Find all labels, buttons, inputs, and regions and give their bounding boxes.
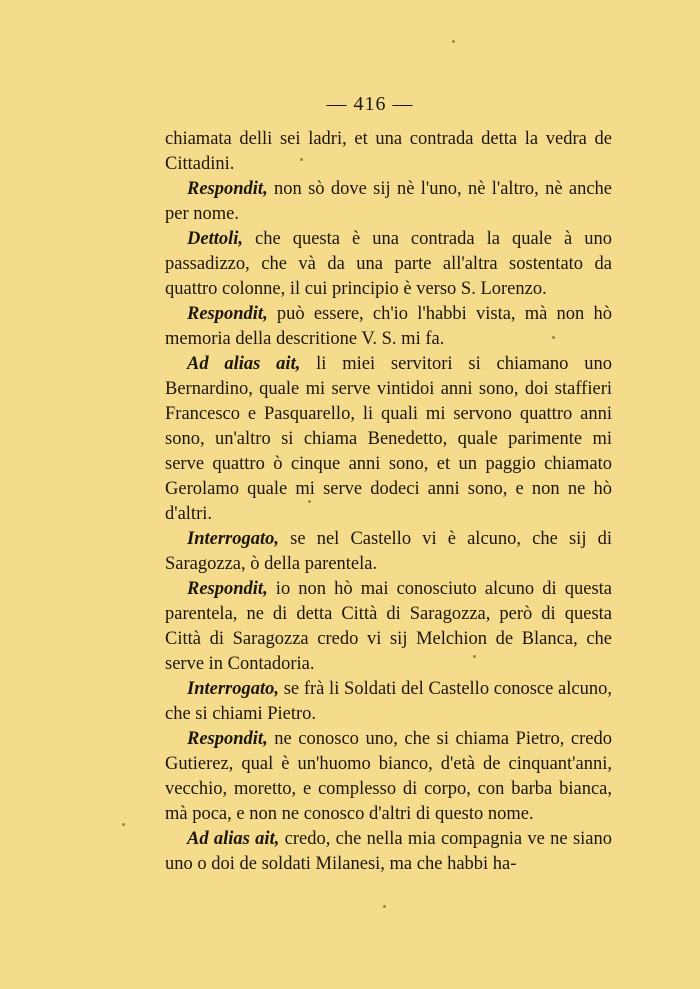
- paragraph: [165, 177, 612, 227]
- paragraph: [165, 577, 612, 677]
- paragraph: [165, 127, 612, 177]
- paper-speck: [552, 336, 555, 339]
- paper-speck: [383, 905, 386, 908]
- paragraph: [165, 827, 612, 877]
- speaker-label: Respondit,: [187, 729, 268, 749]
- speaker-label: Respondit,: [187, 179, 268, 199]
- speaker-label: Respondit,: [187, 304, 268, 324]
- paragraph: [165, 527, 612, 577]
- speaker-label: Interrogato,: [187, 679, 280, 699]
- paragraph-text: che questa è una contrada la quale à uno passadizzo, che và da una parte all'altra sostentato da quattro colonne, il cui principio è verso S. Lorenzo.: [165, 229, 612, 299]
- paragraph: [165, 727, 612, 827]
- speaker-label: Dettoli,: [187, 229, 244, 249]
- paper-speck: [473, 655, 476, 658]
- paper-speck: [300, 158, 303, 161]
- paragraph-text: non sò dove sij nè l'uno, nè l'altro, nè anche per nome.: [165, 179, 612, 224]
- paper-speck: [452, 40, 455, 43]
- speaker-label: Interrogato,: [187, 529, 280, 549]
- paper-speck: [122, 823, 125, 826]
- paragraph-text: li miei servitori si chiamano uno Bernardino, quale mi serve vintidoi anni sono, doi staffieri Francesco e Pasquarello, li quali mi servono quattro anni sono, un'altro si chiama Benedetto, quale parimente mi serve quattro ò cinque anni sono, et un paggio chiamato Gerolamo quale mi serve dodeci anni sono, e non ne hò d'altri.: [165, 354, 612, 524]
- paragraph-text: se nel Castello vi è alcuno, che sij di Saragozza, ò della parentela.: [165, 529, 612, 574]
- speaker-label: Respondit,: [187, 579, 268, 599]
- speaker-label: Ad alias ait,: [187, 829, 280, 849]
- paragraph: [165, 227, 612, 302]
- page-body: [165, 127, 612, 877]
- paragraph-text: ne conosco uno, che si chiama Pietro, credo Gutierez, qual è un'huomo bianco, d'età de cinquant'anni, vecchio, moretto, e complesso di corpo, con barba bianca, mà poca, e non ne conosco d'altri di questo nome.: [165, 729, 612, 824]
- paragraph-text: se frà li Soldati del Castello conosce alcuno, che si chiami Pietro.: [165, 679, 612, 724]
- page-number: — 416 —: [326, 93, 414, 115]
- paragraph: [165, 302, 612, 352]
- paragraph-text: io non hò mai conosciuto alcuno di questa parentela, ne di detta Città di Saragozza, però di questa Città di Saragozza credo vi sij Melchion de Blanca, che serve in Contadoria.: [165, 579, 612, 674]
- paragraph-text: può essere, ch'io l'habbi vista, mà non hò memoria della descritione V. S. mi fa.: [165, 304, 612, 349]
- paragraph-text: chiamata delli sei ladri, et una contrada detta la vedra de Cittadini.: [165, 129, 612, 174]
- paragraph: [165, 352, 612, 527]
- paragraph-text: credo, che nella mia compagnia ve ne siano uno o doi de soldati Milanesi, ma che habbi ha-: [165, 829, 612, 874]
- paper-speck: [308, 500, 311, 503]
- speaker-label: Ad alias ait,: [187, 354, 301, 374]
- paragraph: [165, 677, 612, 727]
